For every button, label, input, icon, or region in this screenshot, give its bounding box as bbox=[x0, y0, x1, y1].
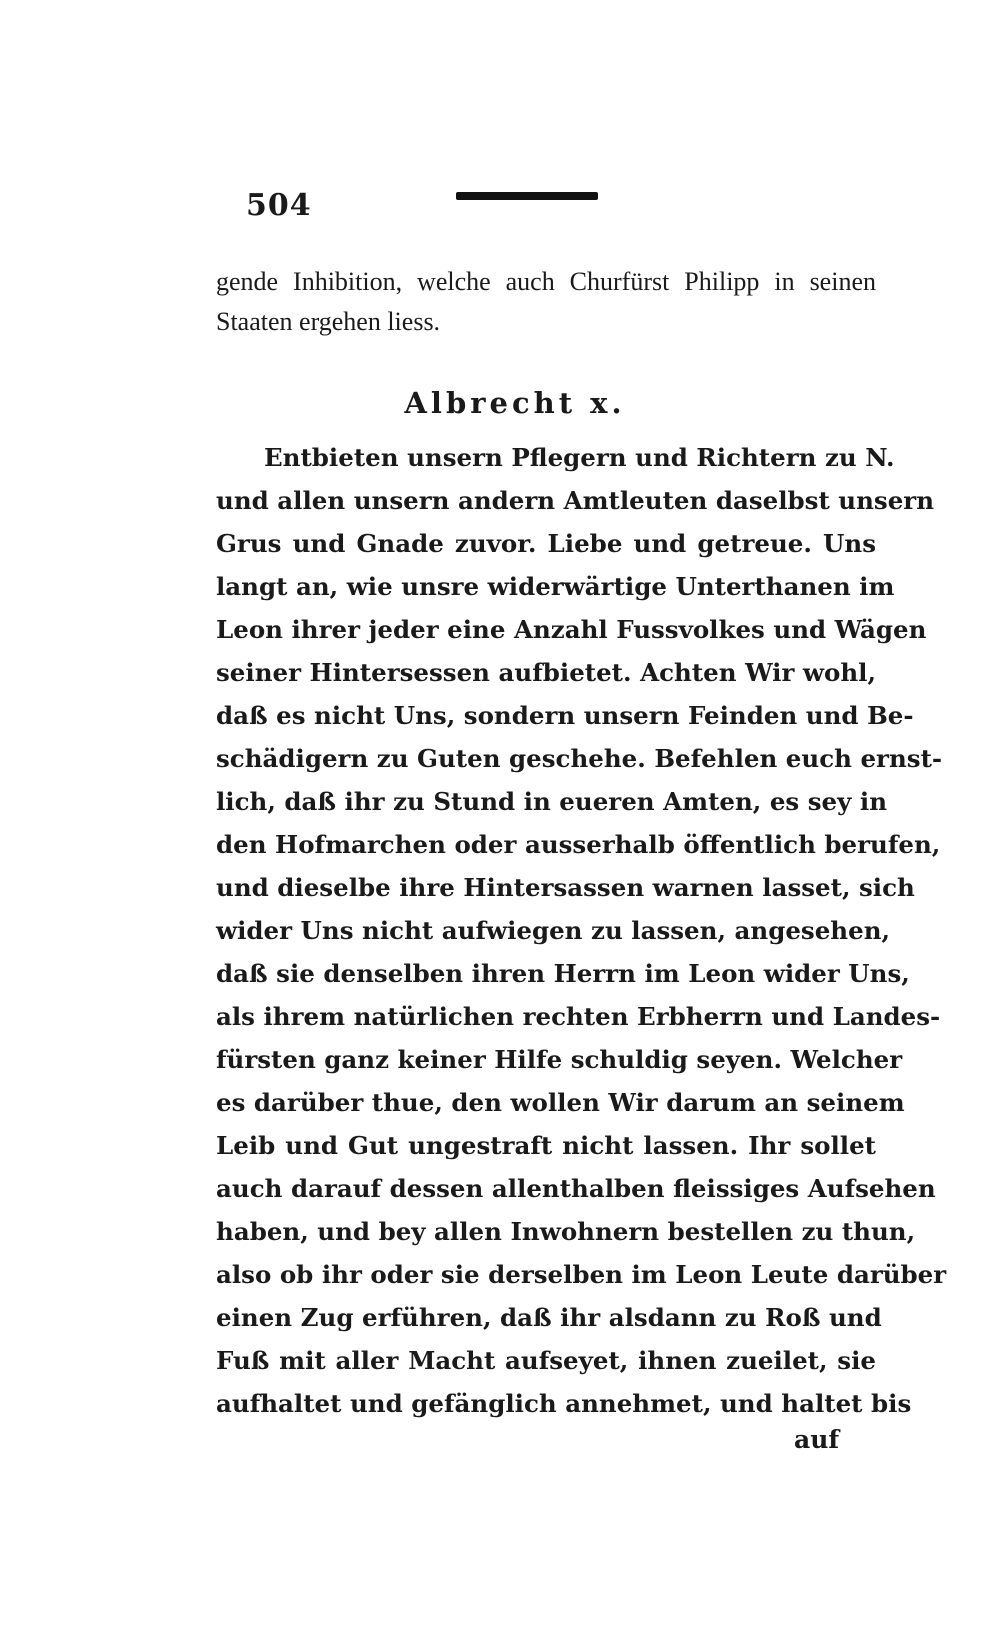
text-line: als ihrem natürlichen rechten Erbherrn und Landes- bbox=[216, 1002, 941, 1031]
text-line: also ob ihr oder sie derselben im Leon Leute darüber bbox=[216, 1260, 947, 1289]
text-line: Fuß mit aller Macht aufseyet, ihnen zueilet, sie bbox=[216, 1346, 876, 1375]
text-line: haben, und bey allen Inwohnern bestellen zu thun, bbox=[216, 1217, 916, 1246]
text-line: aufhaltet und gefänglich annehmet, und haltet bis bbox=[216, 1389, 912, 1418]
text-line: seiner Hintersessen aufbietet. Achten Wir wohl, bbox=[216, 658, 876, 687]
text-line: daß es nicht Uns, sondern unsern Feinden und Be- bbox=[216, 701, 914, 730]
text-line: und dieselbe ihre Hintersassen warnen lasset, sich bbox=[216, 873, 915, 902]
text-line: den Hofmarchen oder ausserhalb öffentlich berufen, bbox=[216, 830, 941, 859]
intro-paragraph: gende Inhibition, welche auch Churfürst Philipp in seinen Staaten ergehen liess. bbox=[216, 267, 876, 336]
page-number: 504 bbox=[246, 188, 312, 223]
body-text bbox=[216, 436, 947, 1425]
header-rule bbox=[456, 192, 598, 200]
text-line: schädigern zu Guten geschehe. Befehlen euch ernst- bbox=[216, 744, 943, 773]
text-line: einen Zug erführen, daß ihr alsdann zu Roß und bbox=[216, 1303, 882, 1332]
text-line: Entbieten unsern Pflegern und Richtern zu N. bbox=[264, 443, 895, 472]
text-line: langt an, wie unsre widerwärtige Unterthanen im bbox=[216, 572, 895, 601]
text-line: wider Uns nicht aufwiegen zu lassen, angesehen, bbox=[216, 916, 891, 945]
text-line: auch darauf dessen allenthalben fleissiges Aufsehen bbox=[216, 1174, 936, 1203]
section-heading: Albrecht x. bbox=[404, 386, 626, 420]
text-line: und allen unsern andern Amtleuten daselbst unsern bbox=[216, 486, 935, 515]
text-line: fürsten ganz keiner Hilfe schuldig seyen. Welcher bbox=[216, 1045, 903, 1074]
text-line: lich, daß ihr zu Stund in eueren Amten, es sey in bbox=[216, 787, 888, 816]
text-line: daß sie denselben ihren Herrn im Leon wider Uns, bbox=[216, 959, 910, 988]
text-line: Grus und Gnade zuvor. Liebe und getreue. Uns bbox=[216, 529, 876, 558]
text-line: Leon ihrer jeder eine Anzahl Fussvolkes und Wägen bbox=[216, 615, 927, 644]
text-line: es darüber thue, den wollen Wir darum an seinem bbox=[216, 1088, 905, 1117]
catchword: auf bbox=[794, 1425, 840, 1454]
text-line: Leib und Gut ungestraft nicht lassen. Ihr sollet bbox=[216, 1131, 876, 1160]
